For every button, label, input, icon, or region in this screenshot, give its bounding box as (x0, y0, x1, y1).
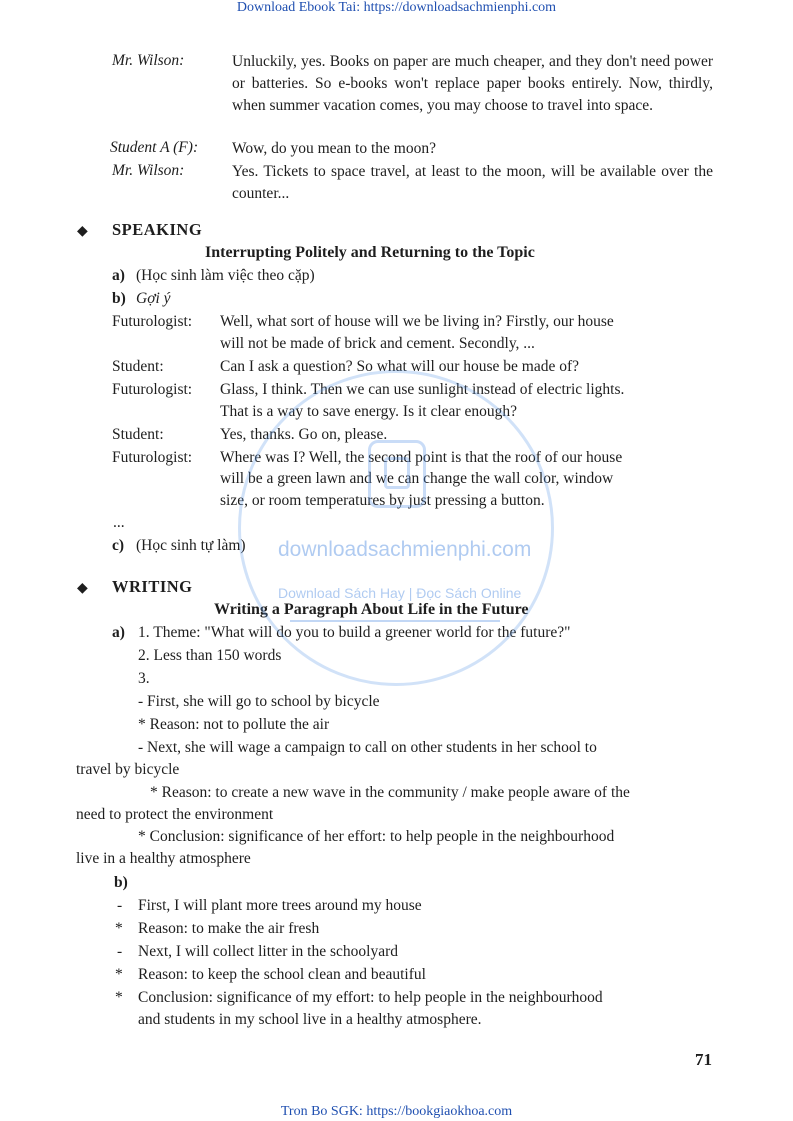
dialogue-text: Unluckily, yes. Books on paper are much cheaper, and they don't need power or batteries. So e-books won't replace paper books entirely. Now, thirdly, when summer vacation comes, you may choose to travel into space. (232, 53, 713, 114)
diamond-bullet-icon: ◆ (77, 581, 88, 596)
list-mark: * (115, 989, 123, 1006)
speaker-label: Futurologist: (112, 381, 193, 398)
list-mark: - (117, 897, 123, 914)
section-title: WRITING (112, 577, 193, 596)
item-text: (Học sinh làm việc theo cặp) (136, 267, 315, 284)
list-item: Reason: to keep the school clean and beautiful (138, 966, 426, 983)
outline-line: * Reason: not to pollute the air (138, 716, 330, 733)
speech-line: size, or room temperatures by just pressing a button. (220, 492, 545, 509)
speech-line: will not be made of brick and cement. Secondly, ... (220, 335, 535, 352)
speaker-label: Student: (112, 426, 164, 443)
dialogue-speaker: Mr. Wilson: (112, 52, 185, 69)
dialogue-text: Yes. Tickets to space travel, at least to the moon, will be available over the counter... (232, 163, 713, 202)
item-label: b) (112, 290, 126, 307)
watermark-book-icon (368, 440, 426, 508)
page-number: 71 (695, 1050, 712, 1069)
outline-line: 2. Less than 150 words (138, 647, 282, 664)
list-mark: - (117, 943, 123, 960)
speech-line: Where was I? Well, the second point is that the roof of our house (220, 449, 623, 466)
list-item-continuation: and students in my school live in a healthy atmosphere. (138, 1011, 482, 1028)
item-label: a) (112, 267, 125, 284)
list-item: Reason: to make the air fresh (138, 920, 320, 937)
list-item: Next, I will collect litter in the schoolyard (138, 943, 398, 960)
outline-line: - Next, she will wage a campaign to call on other students in her school to (138, 739, 597, 756)
item-label: c) (112, 537, 125, 554)
watermark-underline (290, 620, 500, 622)
outline-line: travel by bicycle (76, 761, 180, 778)
list-mark: * (115, 966, 123, 983)
outline-line: * Reason: to create a new wave in the community / make people aware of the (150, 784, 630, 801)
speaker-label: Futurologist: (112, 449, 193, 466)
speech-line: Can I ask a question? So what will our house be made of? (220, 358, 579, 375)
outline-line: * Conclusion: significance of her effort: to help people in the neighbourhood (138, 828, 615, 845)
outline-line: live in a healthy atmosphere (76, 850, 251, 867)
header-download-link[interactable]: Download Ebook Tai: https://downloadsachmienphi.com (236, 0, 557, 15)
speech-line: That is a way to save energy. Is it clear enough? (220, 403, 517, 420)
footer-link[interactable]: Tron Bo SGK: https://bookgiaokhoa.com (280, 1104, 513, 1119)
speech-line: will be a green lawn and we can change the wall color, window (220, 470, 614, 487)
speech-line: Well, what sort of house will we be living in? Firstly, our house (220, 313, 614, 330)
outline-line: 1. Theme: "What will do you to build a greener world for the future?" (138, 624, 571, 641)
list-mark: * (115, 920, 123, 937)
speaker-label: Futurologist: (112, 313, 193, 330)
item-label: a) (112, 624, 125, 641)
item-label: b) (114, 874, 128, 891)
watermark-tagline: Download Sách Hay | Đọc Sách Online (278, 585, 522, 601)
dialogue-speaker: Mr. Wilson: (112, 162, 185, 179)
section-subtitle: Interrupting Politely and Returning to the Topic (205, 244, 535, 261)
outline-line: - First, she will go to school by bicycle (138, 693, 380, 710)
list-item: Conclusion: significance of my effort: to help people in the neighbourhood (138, 989, 603, 1006)
speaker-label: Student: (112, 358, 164, 375)
watermark-circle (238, 370, 554, 686)
dialogue-text: Wow, do you mean to the moon? (232, 140, 436, 157)
dialogue-speaker: Student A (F): (110, 139, 199, 156)
watermark-site: downloadsachmienphi.com (278, 538, 532, 561)
section-title: SPEAKING (112, 220, 203, 239)
item-text: (Học sinh tự làm) (136, 537, 246, 554)
diamond-bullet-icon: ◆ (77, 224, 88, 239)
section-subtitle: Writing a Paragraph About Life in the Future (214, 601, 529, 618)
outline-line: need to protect the environment (76, 806, 274, 823)
speech-line: Glass, I think. Then we can use sunlight instead of electric lights. (220, 381, 625, 398)
item-text: Gợi ý (136, 290, 171, 307)
speech-line: Yes, thanks. Go on, please. (220, 426, 388, 443)
outline-line: 3. (138, 670, 150, 687)
list-item: First, I will plant more trees around my house (138, 897, 422, 914)
ellipsis: ... (113, 514, 125, 531)
